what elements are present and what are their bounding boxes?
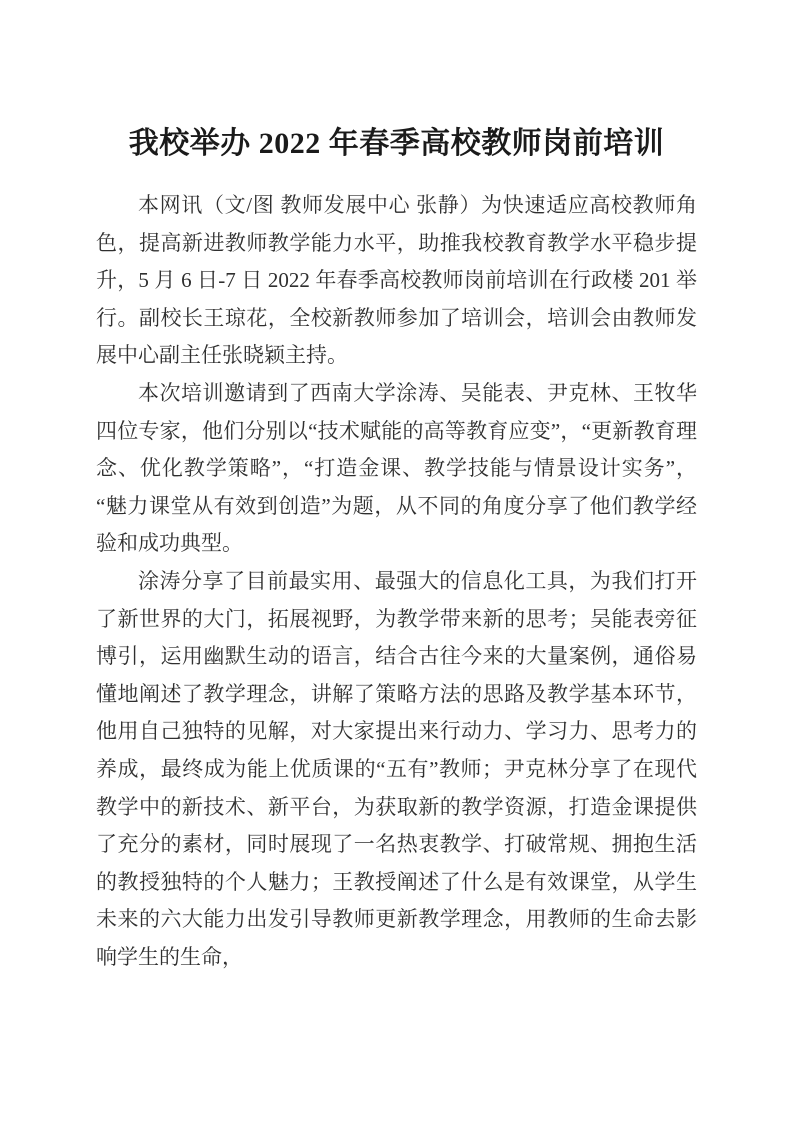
article-paragraph: 涂涛分享了目前最实用、最强大的信息化工具，为我们打开了新世界的大门，拓展视野，为教学带来新的思考；吴能表旁征博引，运用幽默生动的语言，结合古往今来的大量案例，通俗易懂地阐述了教学理念，讲解了策略方法的思路及教学基本环节，他用自己独特的见解，对大家提出来行动力、学习力、思考力的养成，最终成为能上优质课的“五有”教师；尹克林分享了在现代教学中的新技术、新平台，为获取新的教学资源，打造金课提供了充分的素材，同时展现了一名热衷教学、打破常规、拥抱生活的教授独特的个人魅力；王教授阐述了什么是有效课堂，从学生未来的六大能力出发引导教师更新教学理念，用教师的生命去影响学生的生命， — [96, 568, 697, 969]
article-paragraph: 本次培训邀请到了西南大学涂涛、吴能表、尹克林、王牧华四位专家，他们分别以“技术赋能的高等教育应变”，“更新教育理念、优化教学策略”，“打造金课、教学技能与情景设计实务”，“魅力课堂从有效到创造”为题，从不同的角度分享了他们教学经验和成功典型。 — [96, 380, 697, 556]
document-title: 我校举办 2022 年春季高校教师岗前培训 — [128, 127, 665, 160]
article-paragraph: 本网讯（文/图 教师发展中心 张静）为快速适应高校教师角色，提高新进教师教学能力水平，助推我校教育教学水平稳步提升，5 月 6 日-7 日 2022 年春季高校教师岗前培训在行政楼 201 举行。副校长王琼花，全校新教师参加了培训会，培训会由教师发展中心副主任张晓颖主持。 — [96, 193, 697, 368]
